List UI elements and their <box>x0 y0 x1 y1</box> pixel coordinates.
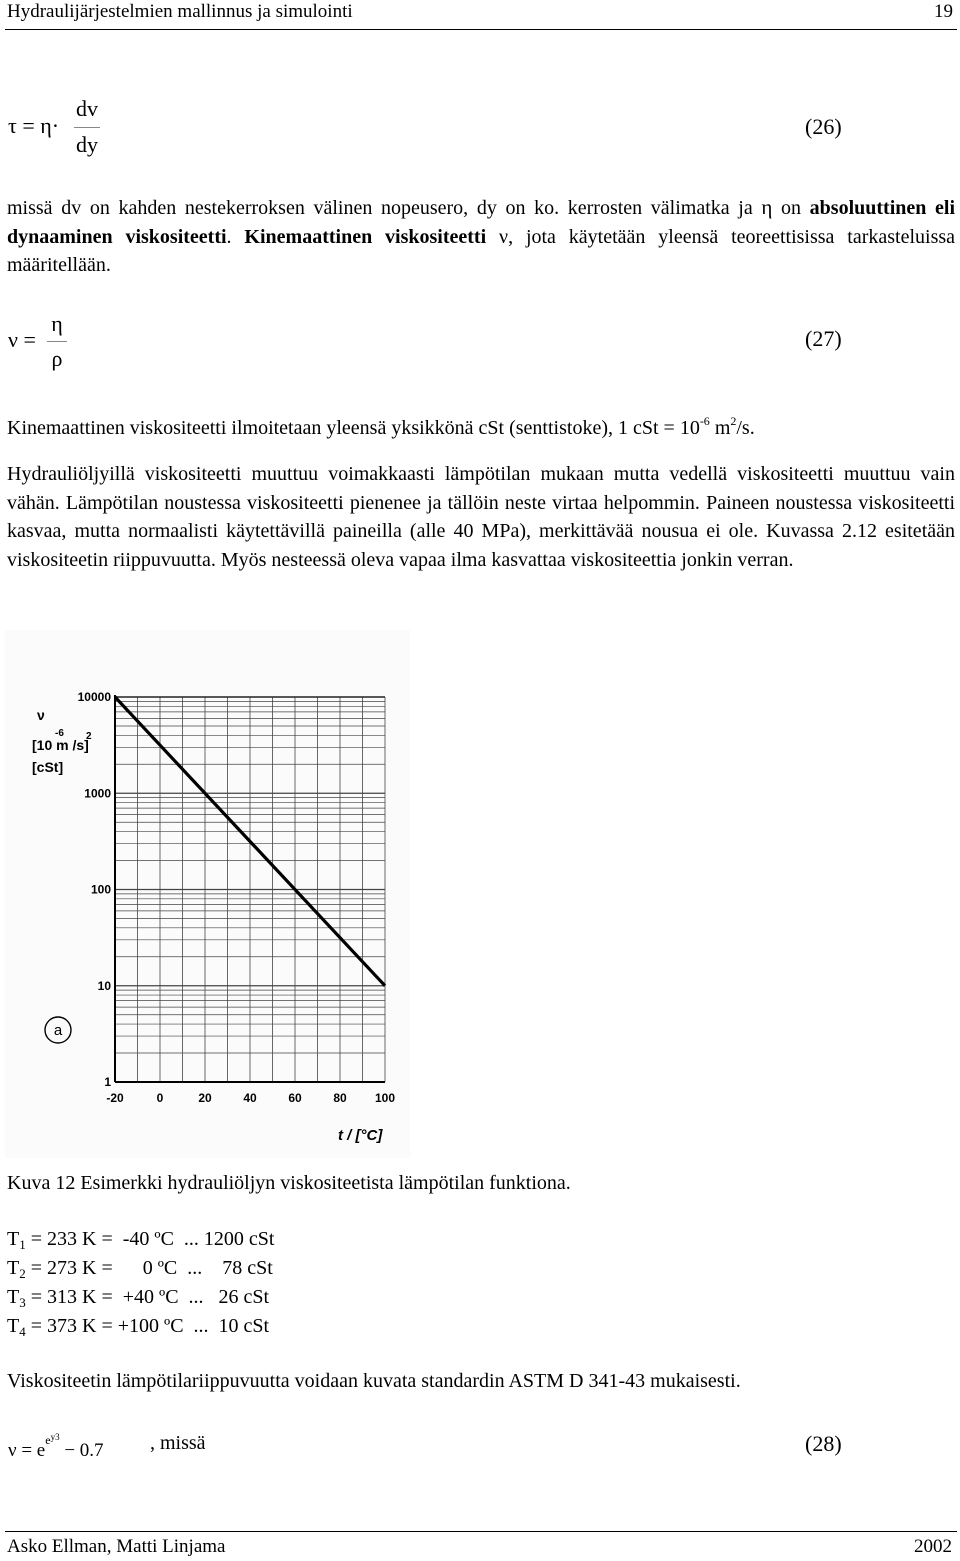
eq26-lhs: τ = η· <box>8 113 60 138</box>
row-values: = 313 K = +40 ºC ... 26 cSt <box>25 1286 270 1308</box>
panel-label: a <box>53 1022 63 1039</box>
x-tick-label: 80 <box>333 1091 347 1105</box>
para2-exponent: -6 <box>699 414 710 428</box>
para2-unit: m <box>709 417 731 439</box>
nu-symbol: ν <box>499 225 509 248</box>
term-kinematic-viscosity: Kinemaattinen viskositeetti <box>244 225 487 248</box>
footer-year: 2002 <box>914 1536 952 1557</box>
viscosity-chart <box>5 630 410 1158</box>
row-values: = 233 K = -40 ºC ... 1200 cSt <box>25 1228 275 1250</box>
row-subscript: 3 <box>19 1295 26 1310</box>
para1-text: missä dv on kahden nestekerroksen välinen nopeusero, dy on ko. kerrosten välimatka ja <box>7 197 762 219</box>
viscosity-chart-figure <box>5 630 410 1158</box>
table-row <box>7 1257 273 1282</box>
eq28-tail: − 0.7 <box>59 1440 104 1461</box>
para1-text-5: , jota käytetään yleensä teoreettisissa tarkasteluissa määritellään. <box>7 225 956 276</box>
x-tick-label: -20 <box>106 1091 124 1105</box>
eq27-number: (27) <box>805 326 842 351</box>
row-values: = 273 K = 0 ºC ... 78 cSt <box>25 1257 273 1279</box>
row-symbol: T <box>7 1315 20 1337</box>
eq26-number: (26) <box>805 114 842 139</box>
eq28-number: (28) <box>805 1431 842 1456</box>
paragraph-cst-unit <box>7 407 955 443</box>
eq27-numerator: η <box>51 311 63 336</box>
table-row <box>7 1315 269 1340</box>
row-symbol: T <box>7 1286 20 1308</box>
y-tick-label: 10 <box>97 978 111 993</box>
header-rule <box>5 29 957 30</box>
row-subscript: 2 <box>19 1266 26 1281</box>
x-tick-label: 40 <box>243 1091 257 1105</box>
footer-authors: Asko Ellman, Matti Linjama <box>7 1536 226 1557</box>
row-values: = 373 K = +100 ºC ... 10 cSt <box>25 1315 270 1337</box>
para2-text: Kinemaattinen viskositeetti ilmoitetaan yleensä yksikkönä cSt (senttistoke), 1 cSt = 10 <box>7 417 700 439</box>
eq27-lhs: ν = <box>8 327 36 352</box>
para1-text-3: . <box>226 225 245 248</box>
eta-symbol: η <box>761 195 773 219</box>
y-axis-unit-exponent-2: 2 <box>86 731 92 742</box>
row-symbol: T <box>7 1257 20 1279</box>
paragraph-viscosity-definition <box>7 193 955 280</box>
eq28-exponent: e <box>45 1433 51 1447</box>
row-subscript: 4 <box>19 1324 26 1339</box>
table-row <box>7 1286 269 1311</box>
term-dynamic-viscosity: absoluuttinen eli dynaaminen viskositeetti <box>7 197 956 248</box>
y-axis-label: ν <box>37 707 45 723</box>
y-tick-label: 100 <box>90 882 111 897</box>
running-header-title: Hydraulijärjestelmien mallinnus ja simulointi <box>7 1 353 22</box>
y-axis-unit-alt: [cSt] <box>32 759 64 775</box>
y-tick-label: 1000 <box>84 786 111 801</box>
row-symbol: T <box>7 1228 20 1250</box>
eq26-denominator: dy <box>76 132 98 157</box>
figure-caption: Kuva 12 Esimerkki hydrauliöljyn viskositeetista lämpötilan funktiona. <box>7 1172 571 1194</box>
eq28-suffix: , missä <box>150 1432 206 1454</box>
eq26-numerator: dv <box>76 96 98 121</box>
x-tick-label: 60 <box>288 1091 302 1105</box>
x-tick-label: 0 <box>156 1091 164 1105</box>
x-axis-label: t / [°C] <box>338 1127 383 1144</box>
paragraph-temperature-dependence: Hydrauliöljyillä viskositeetti muuttuu voimakkaasti lämpötilan mukaan mutta vedellä viskositeetti muuttuu vain vähän. Lämpötilan noustessa viskositeetti pienenee ja tällöin neste virtaa helpommin. Paineen noustessa viskositeetti kasvaa, mutta normaalisti käytettävillä paineilla (alle 40 MPa), merkittävää nousua ei ole. Kuvassa 2.12 esitetään viskositeetin riippuvuutta. Myös nesteessä oleva vapaa ilma kasvattaa viskositeettia jonkin verran. <box>7 463 955 571</box>
y-axis-unit: [10 m /s] <box>32 737 89 753</box>
eq27-fraction-bar <box>47 341 67 342</box>
eq28-lhs: ν = e <box>8 1440 46 1461</box>
table-row <box>7 1228 274 1253</box>
paragraph-astm: Viskositeetin lämpötilariippuvuutta voidaan kuvata standardin ASTM D 341-43 mukaisesti. <box>7 1370 741 1392</box>
eq27-denominator: ρ <box>51 346 63 371</box>
y-tick-label: 1 <box>104 1075 111 1089</box>
para2-exponent-2: 2 <box>730 414 737 428</box>
x-tick-label: 100 <box>374 1091 396 1105</box>
eq28-expression <box>8 1432 104 1462</box>
page-number: 19 <box>934 1 953 22</box>
para1-text-4 <box>486 226 499 248</box>
footer-rule <box>5 1531 957 1532</box>
row-subscript: 1 <box>19 1237 26 1252</box>
para2-end: /s. <box>736 417 755 439</box>
y-tick-label: 10000 <box>77 690 111 704</box>
eq28-exponent-2: y3 <box>50 1432 60 1442</box>
y-axis-unit-exponent: -6 <box>55 728 64 739</box>
para1-text-2: on <box>772 197 810 219</box>
eq26-fraction-bar <box>74 127 100 128</box>
x-tick-label: 20 <box>198 1091 212 1105</box>
